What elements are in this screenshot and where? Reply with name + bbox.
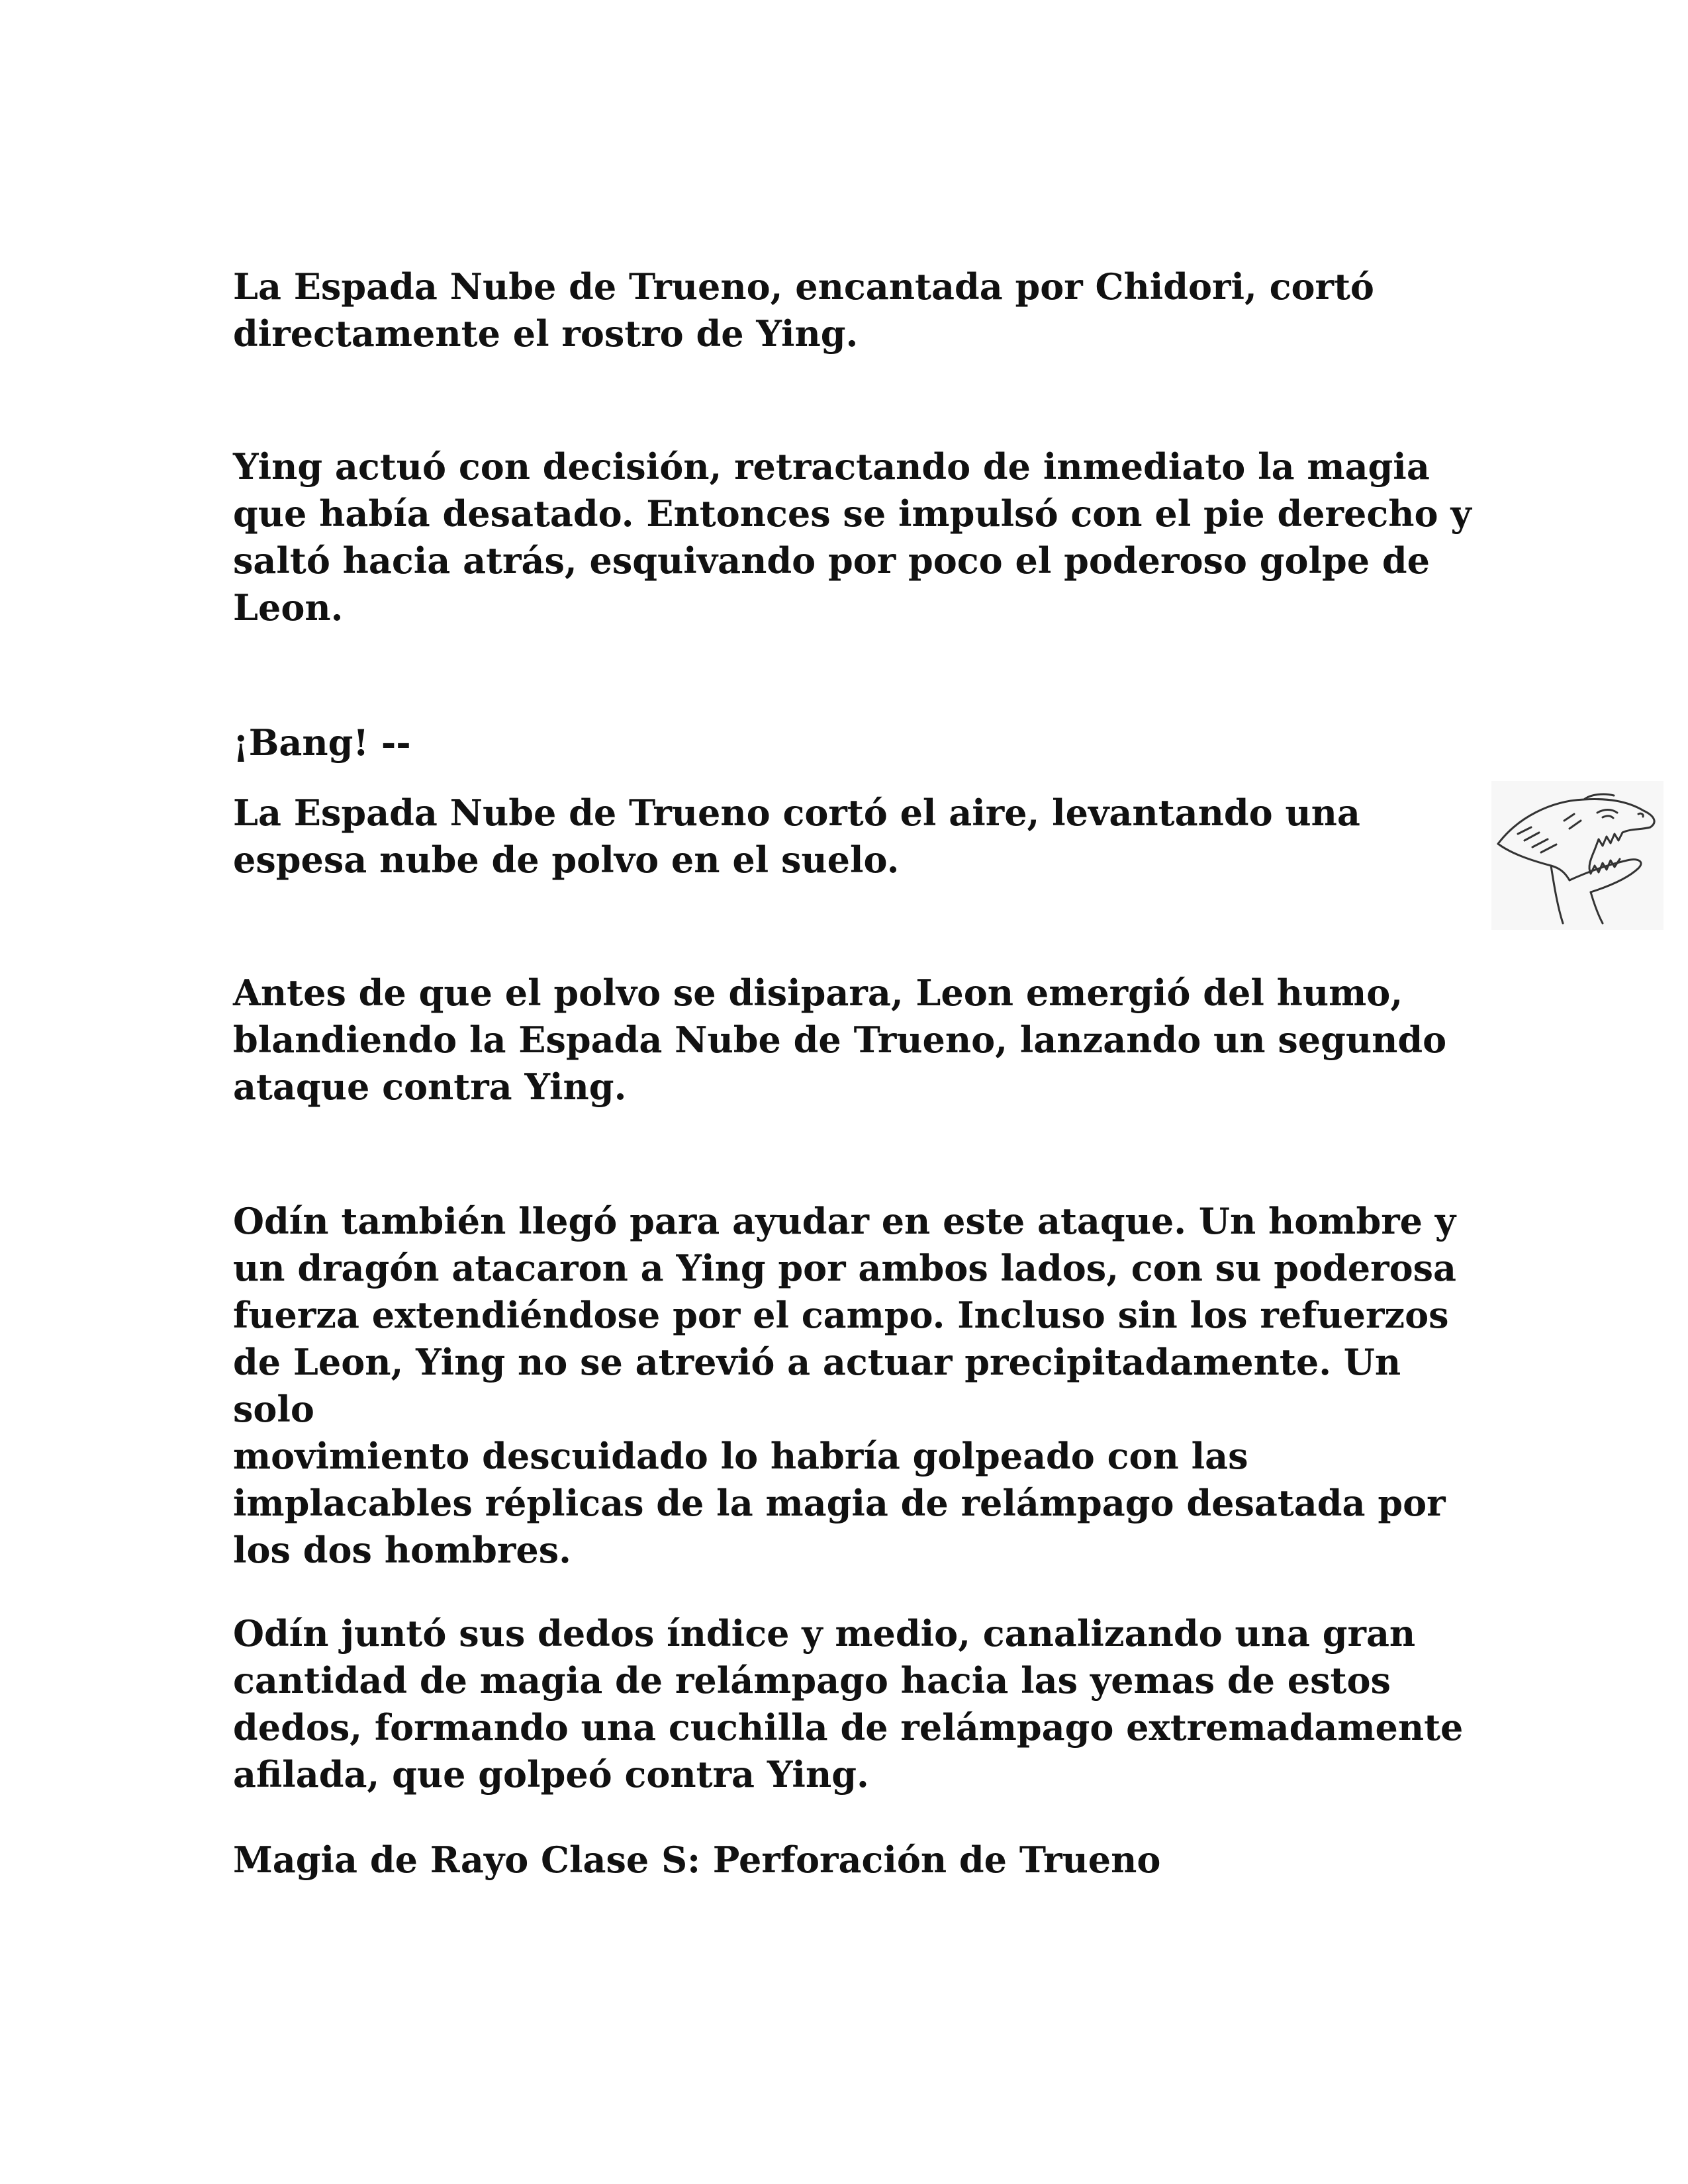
paragraph-1: La Espada Nube de Trueno, encantada por Chidori, cortó directamente el rostro de Ying. (233, 265, 1374, 355)
dinosaur-head-sketch-icon (1491, 781, 1664, 930)
paragraph-5: Antes de que el polvo se disipara, Leon emergió del humo, blandiendo la Espada Nube de Trueno, lanzando un segundo ataque contra Ying. (233, 972, 1447, 1108)
paragraph-7: Odín juntó sus dedos índice y medio, canalizando una gran cantidad de magia de relámpago hacia las yemas de estos dedos, formando una cuchilla de relámpago extremadamente afilada, que golpeó contra Ying. (233, 1612, 1464, 1796)
paragraph-2: Ying actuó con decisión, retractando de inmediato la magia que había desatado. Entonces se impulsó con el pie derecho y saltó hacia atrás, esquivando por poco el poderoso golpe de Leon. (233, 445, 1472, 629)
paragraph-6: Odín también llegó para ayudar en este ataque. Un hombre y un dragón atacaron a Ying por ambos lados, con su poderosa fuerza extendiéndose por el campo. Incluso sin los refuerzos de Leon, Ying no se atrevió a actuar precipitadamente. Un solo movimiento descuidado lo habría golpeado con las implacables réplicas de la magia de relámpago desatada por los dos hombres. (233, 1200, 1456, 1571)
section-heading: Magia de Rayo Clase S: Perforación de Trueno (233, 1839, 1161, 1881)
paragraph-3: ¡Bang! -- (233, 721, 411, 764)
paragraph-4: La Espada Nube de Trueno cortó el aire, levantando una espesa nube de polvo en el suelo. (233, 792, 1360, 881)
